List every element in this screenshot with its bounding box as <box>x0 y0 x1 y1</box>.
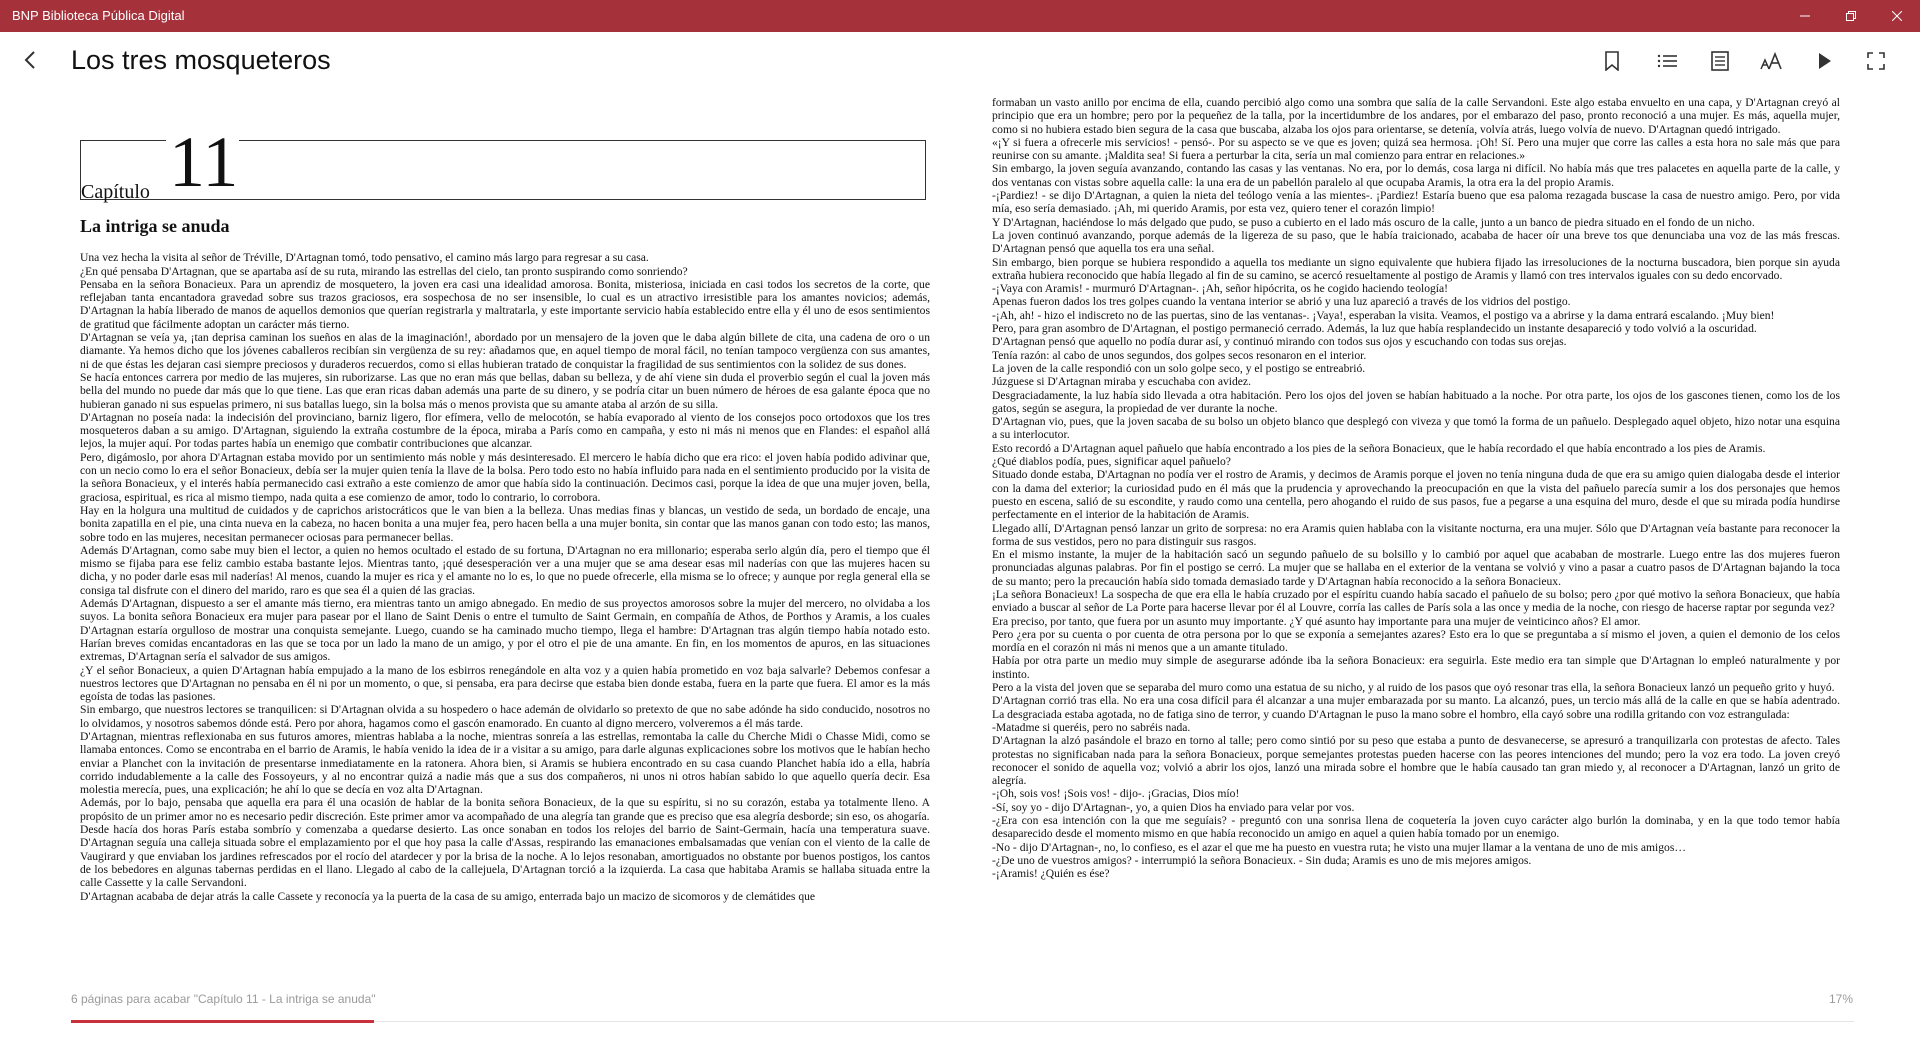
paragraph: Desde hacía dos horas París estaba sombrío y comenzaba a quedarse desierto. Las once sonaban en todos los relojes del barrio de Saint-Germain, hacía una temperatura suave. D'Artagnan seguía una calleja situada sobre el emplazamiento por el que hoy pasa la calle d'Assas, respirando las emanaciones embalsamadas que venían con el viento de la calle de Vaugirard y que enviaban los jardines refrescados por el rocío del atardecer y por la brisa de la noche. A lo lejos resonaban, amortiguados no obstante por buenos postigos, los cantos de los bebedores en algunas tabernas perdidas en el llano. Llegado al cabo de la callejuela, D'Artagnan torció a la izquierda. La casa que habitaba Aramis se hallaba situada entre la calle Cassette y la calle Servandoni. <box>80 823 930 890</box>
paragraph: En el mismo instante, la mujer de la habitación sacó un segundo pañuelo de su bolsillo y lo cambió por aquel que acababan de mostrarle. Luego entre las dos mujeres fueron pronunciadas algunas palabras. Por fin el postigo se cerró. La mujer que se hallaba en el exterior de la ventana se volvió y vino a pasar a cuatro pasos de D'Artagnan bajando la toca de su manto; pero la precaución había sido tomada demasiado tarde y D'Artagnan había reconocido a la señora Bonacieux. <box>992 548 1840 588</box>
window-titlebar <box>0 0 1920 32</box>
minimize-icon <box>1800 11 1810 21</box>
paragraph: D'Artagnan acababa de dejar atrás la calle Cassete y reconocía ya la puerta de la casa de su amigo, enterrada bajo un macizo de sicomoros y de clemátides que <box>80 889 816 903</box>
minimize-button[interactable] <box>1782 0 1828 32</box>
paragraph: ¿Y el señor Bonacieux, a quien D'Artagnan había empujado a la mano de los esbirros renegándole en alta voz y a quien había prometido en voz baja salvarle? Debemos confesar a nuestros lectores que D'Artagnan no pensaba en él ni por un momento, o que, si pensaba, era para decirse que estaba bien donde estaba, fuera en la parte que fuera. El amor es la más egoísta de todas las pasiones. <box>80 663 930 704</box>
paragraph: La joven de la calle respondió con un solo golpe seco, y el postigo se entreabrió. <box>992 361 1366 375</box>
paragraph: Pero ¿era por su cuenta o por cuenta de otra persona por lo que se exponía a semejantes azares? Esto era lo que se preguntaba a sí mismo el joven, a quien el demonio de los celos mordía en el corazón ni más ni menos que a un amante titulado. <box>992 627 1840 655</box>
paragraph: Además D'Artagnan, dispuesto a ser el amante más tierno, era mientras tanto un amigo abnegado. En medio de sus proyectos amorosos sobre la mujer del mercero, no olvidaba a los suyos. La bonita señora Bonacieux era mujer para pasear por el llano de Saint Denis o entre el tumulto de Saint Germain, en compañía de Athos, de Porthos y Aramis, a los cuales D'Artagnan estaría orgulloso de mostrar una conquista semejante. Luego, cuando se ha caminado mucho tiempo, llega el hambre: D'Artagnan tras algún tiempo había notado esto. Harían breves comidas encantadoras en las que se toca por un lado la mano de un amigo, y por el otro el pie de una amante. En fin, en los momentos de apuros, en las situaciones extremas, D'Artagnan sería el salvador de sus amigos. <box>80 597 930 664</box>
notes-icon <box>1711 51 1729 71</box>
paragraph: Llegado allí, D'Artagnan pensó lanzar un grito de sorpresa: no era Aramis quien hablaba con la visitante nocturna, era una mujer. Sólo que D'Artagnan veía bastante para reconocer la forma de sus vestidos, pero no para distinguir sus rasgos. <box>992 521 1840 548</box>
reading-progress-fill <box>71 1020 374 1023</box>
bookmark-button[interactable] <box>1597 46 1627 76</box>
contents-icon <box>1657 53 1677 69</box>
pages-remaining-label: 6 páginas para acabar "Capítulo 11 - La intriga se anuda" <box>71 992 376 1006</box>
paragraph: Era preciso, por tanto, que fuera por un asunto muy importante. ¿Y qué asunto hay importante para una mujer de veinticinco años? El amor. <box>992 614 1641 628</box>
paragraph: -¿De uno de vuestros amigos? - interrumpió la señora Bonacieux. - Sin duda; Aramis es uno de mis mejores amigos. <box>992 853 1532 867</box>
app-title: BNP Biblioteca Pública Digital <box>12 8 185 23</box>
restore-button[interactable] <box>1828 0 1874 32</box>
paragraph: Y D'Artagnan, haciéndose lo más delgado que pudo, se puso a cubierto en el lado más oscuro de la calle, junto a un banco de piedra situado en el fondo de un nicho. <box>992 215 1755 229</box>
paragraph: Se hacía entonces carrera por medio de las mujeres, sin ruborizarse. Las que no eran más que bellas, daban su belleza, y de ahí viene sin duda el proverbio según el cual la joven más bella del mundo no puede dar más que lo que tiene. Las que eran ricas daban además una parte de su dinero, y se podría citar un buen número de héroes de esa galante época que no hubieran ganado ni sus espuelas primero, ni sus batallas luego, sin la bolsa más o menos provista que su amante ataba al arzón de su silla. <box>80 370 930 411</box>
paragraph: Además D'Artagnan, como sabe muy bien el lector, a quien no hemos ocultado el estado de su fortuna, D'Artagnan no era millonario; esperaba serlo algún día, pero el tiempo que él mismo se fijaba para ese feliz cambio estaba bastante lejos. Mientras tanto, ¡qué desesperación ver a una mujer que se ama desear esas mil naderías con que las mujeres hacen su dicha, y no poder darle esas mil naderías! Al menos, cuando la mujer es rica y el amante no lo es, lo que no puede ofrecerle, ella misma se lo ofrece; y aunque por regla general ella se consiga tal disfrute con el dinero del marido, raro es que sea él a quien dé las gracias. <box>80 543 930 597</box>
notes-button[interactable] <box>1705 46 1735 76</box>
paragraph: Desgraciadamente, la luz había sido llevada a otra habitación. Pero los ojos del joven se habían habituado a la noche. Por otra parte, los ojos de los gascones tienen, como los de los gatos, según se asegura, la propiedad de ver durante la noche. <box>992 388 1840 415</box>
paragraph: Tenía razón: al cabo de unos segundos, dos golpes secos resonaron en el interior. <box>992 348 1367 362</box>
paragraph: Situado donde estaba, D'Artagnan no podía ver el rostro de Aramis, y decimos de Aramis porque el joven no tenía ninguna duda de que era su amigo quien dialogaba desde el interior con la dama del exterior; la curiosidad pudo en él más que la prudencia y aprovechando la preocupación en que la vista del pañuelo parecía sumir a los dos personajes que hemos puesto en escena, salió de su escondite, y raudo como una centella, pero ahogando el ruido de sus pasos, fue a pegarse a una esquina del muro, desde el que su mirada podía hundirse perfectamente en el interior de la habitación de Aramis. <box>992 468 1840 522</box>
read-aloud-icon <box>1818 52 1832 70</box>
back-arrow-icon <box>24 51 36 69</box>
left-page <box>80 100 930 1031</box>
left-page-text <box>80 251 930 1031</box>
paragraph: Apenas fueron dados los tres golpes cuando la ventana interior se abrió y una luz apareció a través de los vidrios del postigo. <box>992 295 1571 309</box>
fullscreen-icon <box>1867 52 1885 70</box>
paragraph: Una vez hecha la visita al señor de Tréville, D'Artagnan tomó, todo pensativo, el camino más largo para regresar a su casa. <box>80 251 649 265</box>
paragraph: D'Artagnan se veía ya, ¡tan deprisa caminan los sueños en alas de la imaginación!, abordado por un mensajero de la joven que le daba algún billete de cita, una cadena de oro o un diamante. Ya hemos dicho que los jóvenes caballeros recibían sin vergüenza de su rey: añadamos que, en aquel tiempo de moral fácil, no tenían tampoco vergüenza con sus amantes, ni de que éstas les dejaran casi siempre preciosos y duraderos recuerdos, como si ellas hubieran tratado de conquistar la fragilidad de sus sentimientos con la solidez de sus dones. <box>80 331 930 371</box>
paragraph: -Matadme si queréis, pero no sabréis nada. <box>992 720 1191 734</box>
chapter-number: 11 <box>169 122 239 202</box>
paragraph: D'Artagnan no poseía nada: la indecisión del provinciano, barniz ligero, flor efímera, vello de melocotón, se había evaporado al viento de los consejos poco ortodoxos que los tres mosqueteros daban a su amigo. D'Artagnan, siguiendo la extraña costumbre de la época, miraba a París como en campaña, y esto ni más ni menos que en Flandes: el español allá lejos, la mujer aquí. Por todas partes había un enemigo que combatir contribuciones que alcanzar. <box>80 410 930 451</box>
paragraph: Sin embargo, bien porque se hubiera respondido a aquella tos mediante un signo equivalente que hubiera fijado las irresoluciones de la nocturna buscadora, bien porque sin ayuda extraña hubiera reconocido que había llegado al fin de su camino, se acercó resueltamente al postigo de Aramis y llamó con tres intervalos iguales con su dedo encorvado. <box>992 255 1840 282</box>
paragraph: ¡La señora Bonacieux! La sospecha de que era ella le había cruzado por el espíritu cuando había sacado el pañuelo de su bolso; pero ¿por qué motivo la señora Bonacieux, que había enviado a buscar al señor de La Porte para hacerse llevar por él al Louvre, corría las calles de París sola a las once y media de la noche, con riesgo de hacerse raptar por segunda vez? <box>992 587 1840 615</box>
text-size-button[interactable] <box>1757 46 1787 76</box>
paragraph: Además, por lo bajo, pensaba que aquella era para él una ocasión de hablar de la bonita señora Bonacieux, de la que su espíritu, si no su corazón, estaba ya totalmente lleno. A propósito de un primer amor no es necesario pedir discreción. Este primer amor va acompañado de una alegría tan grande que es preciso que esa alegría desborde; sin eso, os ahogaría. <box>80 796 930 823</box>
restore-icon <box>1846 11 1856 21</box>
chapter-title: La intriga se anuda <box>80 216 230 236</box>
contents-button[interactable] <box>1652 46 1682 76</box>
back-button[interactable] <box>18 48 42 72</box>
paragraph: Sin embargo, que nuestros lectores se tranquilicen: si D'Artagnan olvida a su hospedero o hace ademán de olvidarlo so pretexto de que no sabe adónde ha sido conducido, nosotros no lo olvidamos, y nosotros sabemos dónde está. Pero por ahora, hagamos como el gascón enamorado. En cuanto al digno mercero, volveremos a él más tarde. <box>80 703 930 730</box>
text-size-icon <box>1760 52 1784 70</box>
paragraph: Pero, para gran asombro de D'Artagnan, el postigo permaneció cerrado. Además, la luz que había resplandecido un instante desapareció y todo volvió a la oscuridad. <box>992 322 1757 336</box>
paragraph: -¡Aramis! ¿Quién es ése? <box>992 867 1110 881</box>
paragraph: -Sí, soy yo - dijo D'Artagnan-, yo, a quien Dios ha enviado para velar por vos. <box>992 800 1355 814</box>
paragraph: D'Artagnan, mientras reflexionaba en sus futuros amores, mientras hablaba a la noche, mientras sonreía a las estrellas, remontaba la calle du Cherche Midi o Chasse Midi, como se llamaba entonces. Como se encontraba en el barrio de Aramis, le había venido la idea de ir a visitar a su amigo, para darle algunas explicaciones sobre los motivos que le habían hecho enviar a Planchet con la invitación de presentarse inmediatamente en la ratonera. Ahora bien, si Aramis se hubiera encontrado en su casa cuando Planchet había ido a ella, habría corrido indudablemente a la calle des Fossoyeurs, y al no encontrar quizá a nadie más que a sus dos compañeros, ni unos ni otros habían sabido lo que aquello quería decir. Esa molestia merecía, pues, una explicación; he ahí lo que se decía en voz alta D'Artagnan. <box>80 729 930 797</box>
read-aloud-button[interactable] <box>1810 46 1840 76</box>
progress-percent: 17% <box>1828 992 1853 1006</box>
paragraph: -¡Vaya con Aramis! - murmuró D'Artagnan-. ¡Ah, señor hipócrita, os he cogido haciendo teología! <box>992 282 1449 296</box>
close-button[interactable] <box>1874 0 1920 32</box>
paragraph: Esto recordó a D'Artagnan aquel pañuelo que había encontrado a los pies de la señora Bonacieux, que le había recordado el que había encontrado a los pies de Aramis. <box>992 441 1766 455</box>
reading-progress-bar[interactable] <box>71 1021 1854 1022</box>
paragraph: -¡Oh, sois vos! ¡Sois vos! - dijo-. ¡Gracias, Dios mío! <box>992 787 1240 801</box>
chapter-heading-box <box>80 122 926 203</box>
paragraph: D'Artagnan pensó que aquello no podía durar así, y continuó mirando con todos sus ojos y escuchando con todas sus orejas. <box>992 335 1567 349</box>
paragraph: ¿En qué pensaba D'Artagnan, que se apartaba así de su ruta, mirando las estrellas del cielo, tan pronto suspirando como sonriendo? <box>80 264 688 278</box>
paragraph: D'Artagnan vio, pues, que la joven sacaba de su bolso un objeto blanco que desplegó con viveza y que tomó la forma de un pañuelo. Desplegado aquel objeto, hizo notar una esquina a su interlocutor. <box>992 415 1840 442</box>
paragraph: -¿Era con esa intención con la que me seguíais? - preguntó con una sonrisa llena de coquetería la joven cuyo carácter algo burlón la dominaba, y en la que todo temor había desaparecido desde el momento mismo en que había reconocido un amigo en aquel a quien había tomado por un enemigo. <box>992 814 1840 841</box>
paragraph: Hay en la holgura una multitud de cuidados y de caprichos aristocráticos que le van bien a la belleza. Unas medias finas y blancas, un vestido de seda, un bordado de encaje, una bonita zapatilla en el pie, una cinta nueva en la cabeza, no hacen bonita a una mujer fea, pero hacen bella a una mujer bonita, sin contar que las manos ganan con todo esto; las manos, sobre todo en las mujeres, necesitan permanecer ociosas para permanecer bellas. <box>80 503 930 544</box>
paragraph: «¡Y si fuera a ofrecerle mis servicios! - pensó-. Por su aspecto se ve que es joven; quizá sea hermosa. ¡Oh! Sí. Pero una mujer que corre las calles a esta hora no sale más que para reunirse con su amante. ¡Maldita sea! Si fuera a perturbar la cita, sería un mal comienzo para entrar en relaciones.» <box>992 135 1840 163</box>
paragraph: D'Artagnan la alzó pasándole el brazo en torno al talle; pero como sintió por su peso que estaba a punto de desvanecerse, se apresuró a tranquilizarla con protestas de afecto. Tales protestas no significaban nada para la señora Bonacieux, porque semejantes protestas pueden hacerse con las peores intenciones del mundo; pero la voz era todo. La joven creyó reconocer el sonido de aquella voz; volvió a abrir los ojos, lanzó una mirada sobre el hombre que le había causado tan gran miedo y, al reconocer a D'Artagnan, lanzó un grito de alegría. <box>992 734 1840 788</box>
chapter-label: Capítulo <box>81 180 150 203</box>
paragraph: Había por otra parte un medio muy simple de asegurarse adónde iba la señora Bonacieux: era seguirla. Este medio era tan simple que D'Artagnan lo empleó naturalmente y por instinto. <box>992 654 1840 681</box>
close-icon <box>1892 11 1902 21</box>
paragraph: Pero, digámoslo, por ahora D'Artagnan estaba movido por un sentimiento más noble y más desinteresado. El mercero le había dicho que era rico: el joven había podido adivinar que, con un necio como lo era el señor Bonacieux, debía ser la mujer quien tenía la llave de la bolsa. Pero todo esto no había influido para nada en el sentimiento producido por la visita de la señora Bonacieux, y el interés había permanecido casi extraño a este comienzo de amor que había sido la continuación. Decimos casi, porque la idea de que una mujer joven, bella, graciosa, espiritual, es rica al mismo tiempo, nada quita a ese comienzo de amor, todo lo contrario, lo corrobora. <box>80 450 930 504</box>
right-page-text <box>992 96 1840 978</box>
paragraph: -No - dijo D'Artagnan-, no, lo confieso, es el azar el que me ha puesto en vuestra ruta; he visto una mujer llamar a la ventana de uno de mis amigos… <box>992 840 1686 854</box>
paragraph: La joven continuó avanzando, porque además de la ligereza de su paso, que le había traicionado, acababa de hacer oír una breve tos que denunciaba una voz de las más frescas. D'Artagnan pensó que aquella tos era una señal. <box>992 228 1840 256</box>
paragraph: Pensaba en la señora Bonacieux. Para un aprendiz de mosquetero, la joven era casi una idealidad amorosa. Bonita, misteriosa, iniciada en casi todos los secretos de la corte, que reflejaban tanta encantadora gravedad sobre sus trazos graciosos, era sospechosa de no ser insensible, lo cual es un atractivo irresistible para los amantes novicios; además, D'Artagnan la había liberado de manos de aquellos demonios que querían registrarla y maltratarla, y este importante servicio había establecido entre ella y él uno de esos sentimientos de gratitud que fácilmente adoptan un carácter más tierno. <box>80 277 930 331</box>
paragraph: Sin embargo, la joven seguía avanzando, contando las casas y las ventanas. No era, por lo demás, cosa larga ni difícil. No había más que tres palacetes en aquella parte de la calle, y dos ventanas con vistas sobre aquella calle: la una era de un pabellón paralelo al que ocupaba Aramis, la otra era la del propio Aramis. <box>992 162 1840 189</box>
paragraph: -¡Ah, ah! - hizo el indiscreto no de las puertas, sino de las ventanas-. ¡Vaya!, esperaban la visita. Veamos, el postigo va a abrirse y la dama entrará escalando. ¡Muy bien! <box>992 308 1775 322</box>
fullscreen-button[interactable] <box>1861 46 1891 76</box>
paragraph: -¡Pardiez! - se dijo D'Artagnan, a quien la nieta del teólogo venía a las mientes-. ¡Pardiez! Estaría bueno que esa paloma rezagada buscase la casa de nuestro amigo. Pero, por vida mía, eso sería demasiado. ¡Ah, mi querido Aramis, por esta vez, quiero tener el corazón limpio! <box>992 189 1840 216</box>
paragraph: D'Artagnan corrió tras ella. No era una cosa difícil para él alcanzar a una mujer embarazada por su manto. La alcanzó, pues, un tercio más allá de la calle en que se había adentrado. La desgraciada estaba agotada, no de fatiga sino de terror, y cuando D'Artagnan le puso la mano sobre el hombro, ella cayó sobre una rodilla gritando con voz estrangulada: <box>992 694 1840 721</box>
book-title: Los tres mosqueteros <box>71 45 331 75</box>
paragraph: Pero a la vista del joven que se separaba del muro como una estatua de su nicho, y al ruido de los pasos que oyó resonar tras ella, la señora Bonacieux lanzó un pequeño grito y huyó. <box>992 681 1835 695</box>
paragraph: formaban un vasto anillo por encima de ella, cuando percibió algo como una sombra que salía de la calle Servandoni. Este algo estaba envuelto en una capa, y D'Artagnan creyó al principio que era un hombre; pero por la pequeñez de la talla, por la incertidumbre de los andares, por el embarazo del paso, pronto reconoció a una mujer. Es más, aquella mujer, como si no hubiera estado bien segura de la casa que buscaba, alzaba los ojos para orientarse, se detenía, volvía atrás, luego volvía de nuevo. D'Artagnan quedó intrigado. <box>992 96 1840 136</box>
bookmark-icon <box>1604 51 1620 71</box>
paragraph: Júzguese si D'Artagnan miraba y escuchaba con avidez. <box>992 375 1251 389</box>
paragraph: ¿Qué diablos podía, pues, significar aquel pañuelo? <box>992 455 1231 469</box>
